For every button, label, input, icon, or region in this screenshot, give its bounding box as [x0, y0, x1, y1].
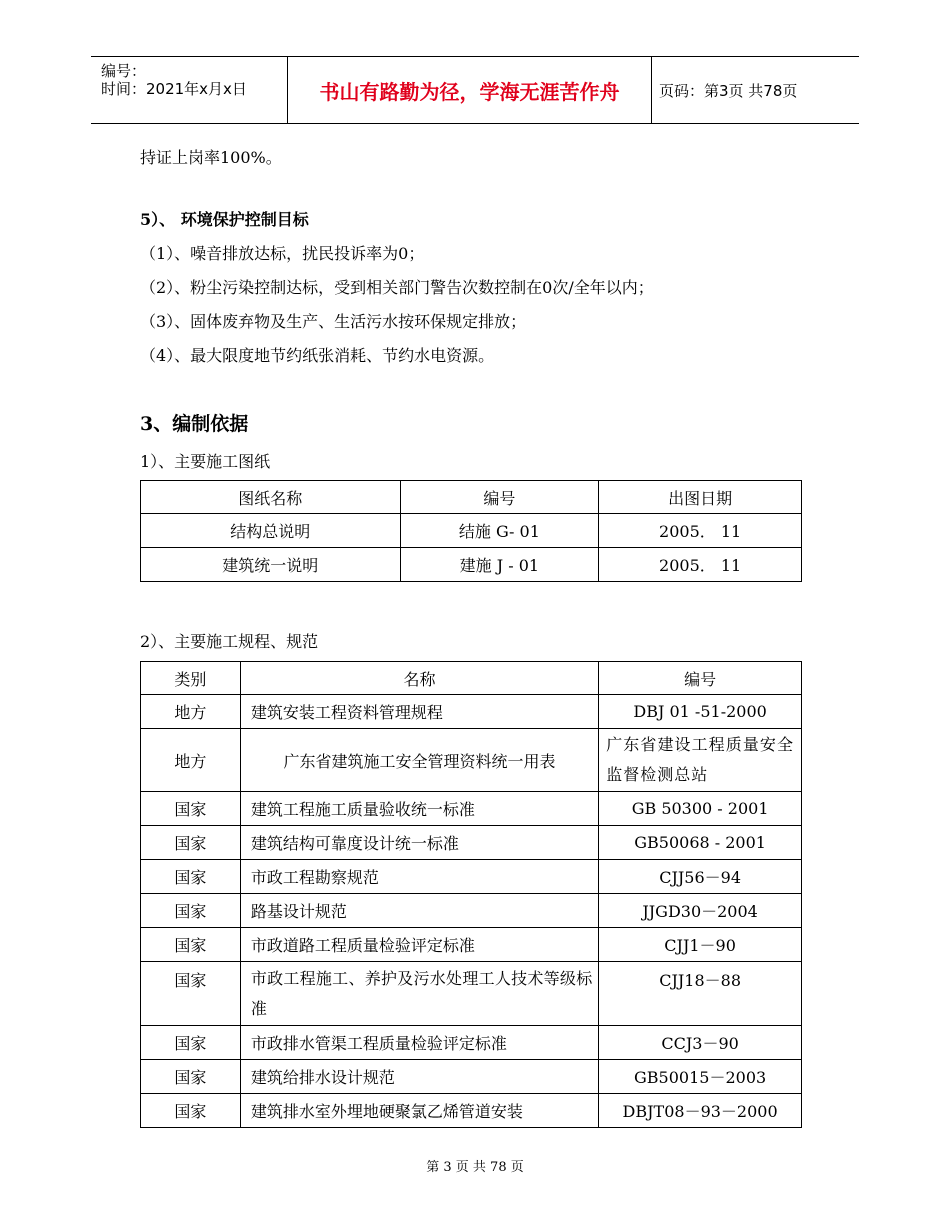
table-cell: 建筑统一说明: [141, 548, 401, 582]
code-cell: GB 50300 - 2001: [599, 792, 802, 826]
category-cell: 国家: [141, 792, 241, 826]
name-cell: 市政工程勘察规范: [240, 860, 598, 894]
table-row: [141, 729, 802, 792]
table-row: [141, 962, 802, 1026]
table-cell: 结施 G- 01: [400, 514, 599, 548]
code-cell: JJGD30－2004: [599, 894, 802, 928]
subsection-1-title: 1）、主要施工图纸: [140, 452, 271, 471]
standards-table: [140, 661, 802, 1128]
table-cell: 建施 J - 01: [400, 548, 599, 582]
category-cell: 国家: [141, 1094, 241, 1128]
category-cell: 国家: [141, 962, 241, 1026]
certification-rate-line: 持证上岗率100%。: [140, 148, 282, 167]
code-cell: GB50015－2003: [599, 1060, 802, 1094]
list-item: （4）、最大限度地节约纸张消耗、节约水电资源。: [140, 346, 495, 365]
page-header: [91, 56, 859, 124]
table-cell: 2005． 11: [599, 548, 802, 582]
table-header-row: [141, 481, 802, 514]
table-header-cell: 编号: [599, 662, 802, 695]
header-meta: [91, 57, 287, 123]
table-header-cell: 类别: [141, 662, 241, 695]
category-cell: 国家: [141, 1060, 241, 1094]
code-cell: CJJ56－94: [599, 860, 802, 894]
name-cell: 建筑排水室外埋地硬聚氯乙烯管道安装: [240, 1094, 598, 1128]
code-cell: CCJ3－90: [599, 1026, 802, 1060]
table-header-cell: 出图日期: [599, 481, 802, 514]
page-footer: 第 3 页 共 78 页: [426, 1160, 524, 1175]
motto-text: 书山有路勤为径，学海无涯苦作舟: [319, 79, 620, 104]
table-row: [141, 1026, 802, 1060]
table-row: [141, 1060, 802, 1094]
code-cell: 广东省建设工程质量安全监督检测总站: [599, 729, 802, 792]
serial-label: 编号：: [101, 62, 147, 80]
code-cell: CJJ1－90: [599, 928, 802, 962]
table-row: [141, 860, 802, 894]
table-row: [141, 894, 802, 928]
category-cell: 地方: [141, 729, 241, 792]
name-cell: 建筑结构可靠度设计统一标准: [240, 826, 598, 860]
table-header-cell: 编号: [400, 481, 599, 514]
category-cell: 国家: [141, 894, 241, 928]
name-cell: 市政排水管渠工程质量检验评定标准: [240, 1026, 598, 1060]
table-row: [141, 826, 802, 860]
subsection-2-title: 2）、主要施工规程、规范: [140, 632, 319, 651]
list-item: （2）、粉尘污染控制达标，受到相关部门警告次数控制在0次/全年以内；: [140, 278, 654, 297]
list-item: （3）、固体废弃物及生产、生活污水按环保规定排放；: [140, 312, 527, 331]
name-cell: 广东省建筑施工安全管理资料统一用表: [240, 729, 598, 792]
category-cell: 国家: [141, 1026, 241, 1060]
category-cell: 国家: [141, 826, 241, 860]
table-row: [141, 548, 802, 582]
table-row: [141, 928, 802, 962]
header-page-cell: [651, 57, 859, 123]
name-cell: 建筑给排水设计规范: [240, 1060, 598, 1094]
section-5-title: 5）、 环境保护控制目标: [140, 210, 309, 229]
category-cell: 国家: [141, 860, 241, 894]
name-cell: 市政工程施工、养护及污水处理工人技术等级标准: [240, 962, 598, 1026]
name-cell: 路基设计规范: [240, 894, 598, 928]
table-header-row: [141, 662, 802, 695]
code-cell: DBJ 01 -51-2000: [599, 695, 802, 729]
category-cell: 地方: [141, 695, 241, 729]
table-cell: 结构总说明: [141, 514, 401, 548]
table-row: [141, 1094, 802, 1128]
name-cell: 建筑工程施工质量验收统一标准: [240, 792, 598, 826]
drawings-table: [140, 480, 802, 582]
name-cell: 建筑安装工程资料管理规程: [240, 695, 598, 729]
table-header-cell: 图纸名称: [141, 481, 401, 514]
header-motto-cell: [287, 57, 652, 123]
table-row: [141, 514, 802, 548]
time-label: 时间：2021年x月x日: [101, 80, 247, 98]
category-cell: 国家: [141, 928, 241, 962]
page-info: 页码：第3页 共78页: [659, 81, 798, 100]
code-cell: GB50068 - 2001: [599, 826, 802, 860]
table-row: [141, 792, 802, 826]
table-cell: 2005． 11: [599, 514, 802, 548]
table-row: [141, 695, 802, 729]
list-item: （1）、噪音排放达标，扰民投诉率为0；: [140, 244, 425, 263]
name-cell: 市政道路工程质量检验评定标准: [240, 928, 598, 962]
table-header-cell: 名称: [240, 662, 598, 695]
code-cell: CJJ18－88: [599, 962, 802, 1026]
section-3-title: 3、编制依据: [140, 413, 249, 435]
code-cell: DBJT08－93－2000: [599, 1094, 802, 1128]
